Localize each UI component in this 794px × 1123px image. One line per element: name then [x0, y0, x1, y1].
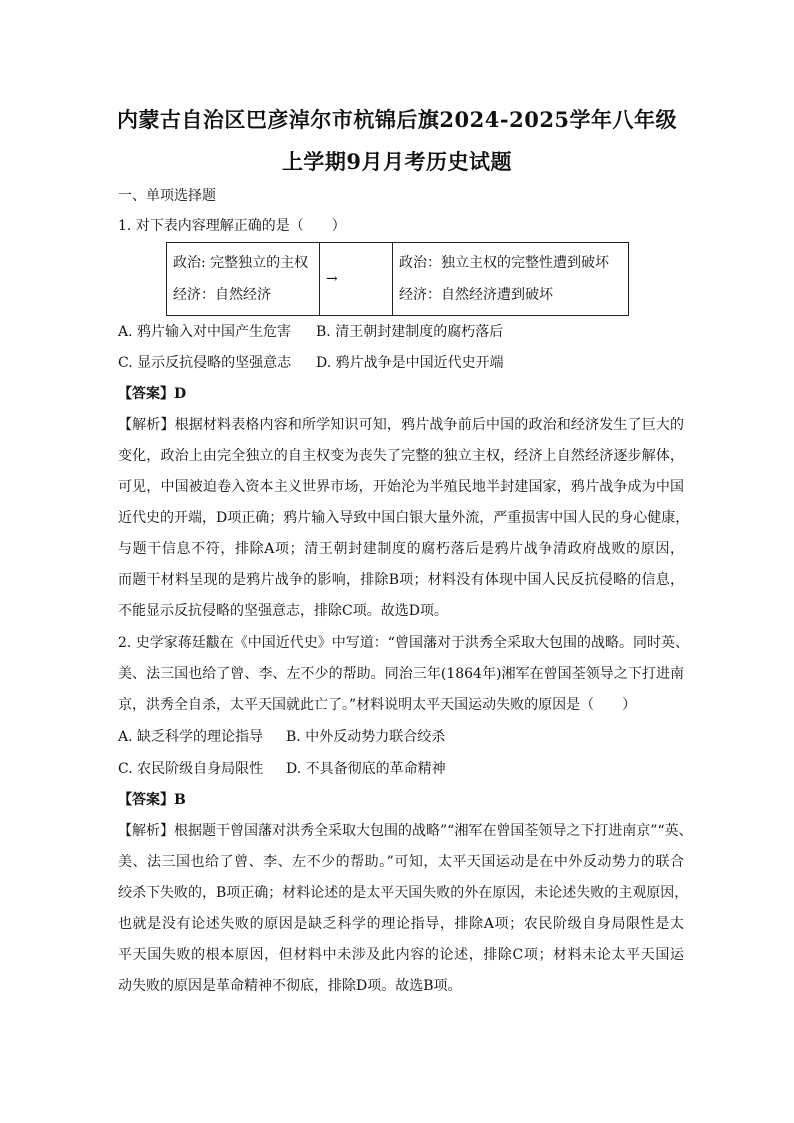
q2-stem-line: 2. 史学家蒋廷黻在《中国近代史》中写道：“曾国藩对于洪秀全采取大包围的战略。同时英、	[118, 635, 689, 651]
arrow-right-icon: →	[326, 271, 338, 287]
q2-option-c: C. 农民阶级自身局限性	[118, 761, 264, 777]
q2-option-d: D. 不具备彻底的革命精神	[286, 761, 446, 777]
q2-analysis-line: 绞杀下失败的，B项正确；材料论述的是太平天国失败的外在原因，未论述失败的主观原因，	[118, 885, 689, 901]
q1-analysis-line: 变化，政治上由完全独立的自主权变为丧失了完整的独立主权，经济上自然经济逐步解体，	[118, 448, 684, 464]
q1-table-right-cell	[393, 243, 629, 316]
q1-option-a: A. 鸦片输入对中国产生危害	[118, 324, 292, 340]
q1-answer: 【答案】D	[118, 386, 187, 402]
q1-analysis-line: 可见，中国被迫卷入资本主义世界市场，开始沦为半殖民地半封建国家，鸦片战争成为中国	[118, 479, 684, 495]
q2-stem-line: 京，洪秀全自杀，太平天国就此亡了。”材料说明太平天国运动失败的原因是（ ）	[118, 697, 637, 713]
q2-analysis-line: 也就是没有论述失败的原因是缺乏科学的理论指导，排除A项；农民阶级自身局限性是太	[118, 916, 684, 932]
q1-analysis-line: 与题干信息不符，排除A项；清王朝封建制度的腐朽落后是鸦片战争清政府战败的原因，	[118, 541, 684, 557]
q1-option-d: D. 鸦片战争是中国近代史开端	[316, 355, 504, 371]
q2-option-b: B. 中外反动势力联合绞杀	[286, 729, 446, 745]
q1-table-right-economy: 经济：自然经济遭到破坏	[399, 287, 553, 303]
q2-analysis-line: 【解析】根据题干曾国藩对洪秀全采取大包围的战略”“湘军在曾国荃领导之下打进南京”“英、	[118, 823, 693, 839]
q1-table-left-economy: 经济：自然经济	[173, 287, 271, 303]
doc-title-line-2: 上学期9月月考历史试题	[281, 149, 513, 174]
q2-answer: 【答案】B	[118, 792, 186, 808]
q1-table	[166, 242, 629, 316]
q1-option-b: B. 清王朝封建制度的腐朽落后	[316, 324, 504, 340]
q2-stem-line: 美、法三国也给了曾、李、左不少的帮助。同治三年(1864年)湘军在曾国荃领导之下打进南	[118, 666, 684, 682]
q1-analysis-line: 近代史的开端，D项正确；鸦片输入导致中国白银大量外流，严重损害中国人民的身心健康，	[118, 510, 690, 526]
q1-stem: 1. 对下表内容理解正确的是（ ）	[118, 218, 346, 234]
q1-table-arrow-cell	[320, 243, 393, 316]
q1-table-left-cell	[167, 243, 320, 316]
q2-analysis-line: 动失败的原因是革命精神不彻底，排除D项。故选B项。	[118, 978, 462, 994]
q2-analysis-line: 美、法三国也给了曾、李、左不少的帮助。”可知，太平天国运动是在中外反动势力的联合	[118, 854, 684, 870]
q1-analysis-line: 不能显示反抗侵略的坚强意志，排除C项。故选D项。	[118, 603, 448, 619]
doc-title-line-1: 内蒙古自治区巴彦淖尔市杭锦后旗2024-2025学年八年级	[116, 107, 678, 132]
q2-option-a: A. 缺乏科学的理论指导	[118, 729, 264, 745]
q1-option-c: C. 显示反抗侵略的坚强意志	[118, 355, 292, 371]
q1-table-right-politics: 政治：独立主权的完整性遭到破坏	[399, 255, 609, 271]
q1-analysis-line: 【解析】根据材料表格内容和所学知识可知，鸦片战争前后中国的政治和经济发生了巨大的	[118, 417, 684, 433]
q2-analysis-line: 平天国失败的根本原因，但材料中未涉及此内容的论述，排除C项；材料未论太平天国运	[118, 947, 684, 963]
q1-analysis-line: 而题干材料呈现的是鸦片战争的影响，排除B项；材料没有体现中国人民反抗侵略的信息，	[118, 572, 684, 588]
q1-table-left-politics: 政治: 完整独立的主权	[173, 255, 309, 271]
section-heading: 一、单项选择题	[118, 188, 216, 204]
